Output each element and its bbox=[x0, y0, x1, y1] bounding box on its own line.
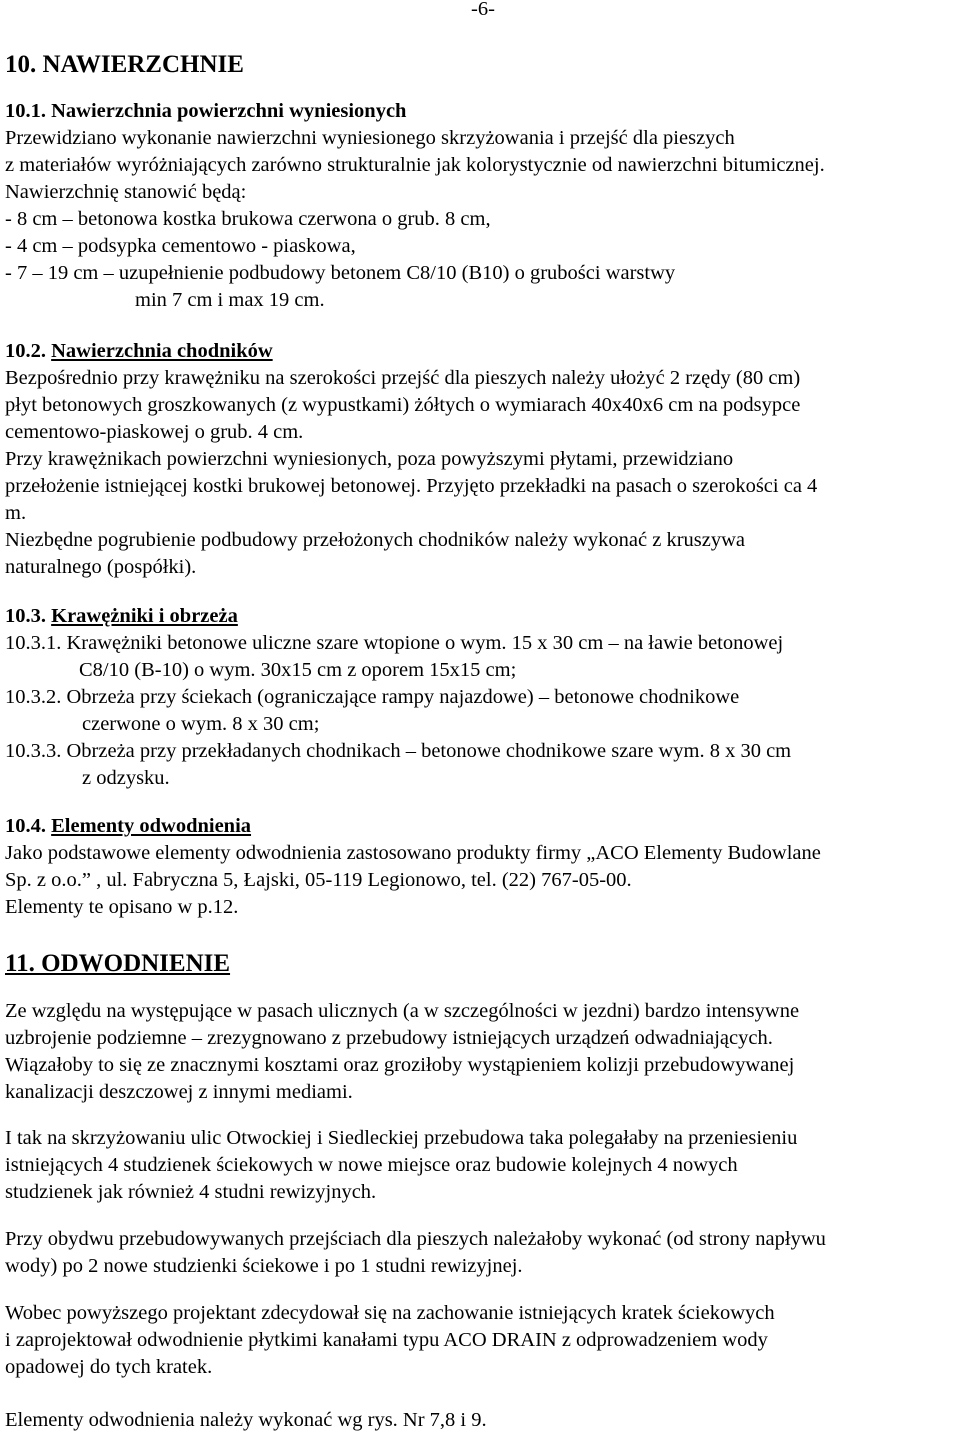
list-item-continuation: min 7 cm i max 19 cm. bbox=[135, 289, 325, 311]
paragraph-line: z materiałów wyróżniających zarówno strukturalnie jak kolorystycznie od nawierzchni bitumicznej. bbox=[5, 154, 825, 176]
section-10-3-title: 10.3. Krawężniki i obrzeża bbox=[5, 605, 238, 627]
list-item-continuation: czerwone o wym. 8 x 30 cm; bbox=[82, 713, 320, 735]
section-10-title: 10. NAWIERZCHNIE bbox=[5, 51, 244, 78]
section-11-paragraph-3 bbox=[5, 1226, 955, 1280]
paragraph-line: Bezpośrednio przy krawężniku na szerokości przejść dla pieszych należy ułożyć 2 rzędy (80 cm) bbox=[5, 367, 801, 389]
list-item: - 8 cm – betonowa kostka brukowa czerwona o grub. 8 cm, bbox=[5, 208, 491, 230]
paragraph-line: Ze względu na występujące w pasach ulicznych (a w szczególności w jezdni) bardzo intensywne bbox=[5, 1000, 800, 1022]
section-10-1 bbox=[5, 98, 955, 314]
paragraph-line: przełożenie istniejącej kostki brukowej betonowej. Przyjęto przekładki na pasach o szerokości ca 4 bbox=[5, 475, 818, 497]
section-10-4-title: 10.4. Elementy odwodnienia bbox=[5, 815, 252, 837]
paragraph-line: Elementy te opisano w p.12. bbox=[5, 896, 239, 918]
section-10-2 bbox=[5, 338, 955, 581]
list-item: 10.3.3. Obrzeża przy przekładanych chodnikach – betonowe chodnikowe szare wym. 8 x 30 cm bbox=[5, 740, 792, 762]
list-item: 10.3.2. Obrzeża przy ściekach (ograniczające rampy najazdowe) – betonowe chodnikowe bbox=[5, 686, 740, 708]
section-10-1-title: 10.1. Nawierzchnia powierzchni wyniesionych bbox=[5, 100, 407, 122]
section-10-2-title: 10.2. Nawierzchnia chodników bbox=[5, 340, 273, 362]
section-11-paragraph-1 bbox=[5, 998, 955, 1106]
list-item-continuation: z odzysku. bbox=[82, 767, 170, 789]
list-item: 10.3.1. Krawężniki betonowe uliczne szare wtopione o wym. 15 x 30 cm – na ławie betonowej bbox=[5, 632, 784, 654]
list-item: - 4 cm – podsypka cementowo - piaskowa, bbox=[5, 235, 356, 257]
paragraph-line: Przy krawężnikach powierzchni wyniesionych, poza powyższymi płytami, przewidziano bbox=[5, 448, 734, 470]
section-10-3 bbox=[5, 603, 955, 792]
paragraph-line: naturalnego (pospółki). bbox=[5, 556, 197, 578]
paragraph-line: Wiązałoby to się ze znacznymi kosztami oraz groziłoby wystąpieniem kolizji przebudowywanej bbox=[5, 1054, 795, 1076]
paragraph-line: cementowo-piaskowej o grub. 4 cm. bbox=[5, 421, 304, 443]
paragraph-line: wody) po 2 nowe studzienki ściekowe i po 1 studni rewizyjnej. bbox=[5, 1255, 523, 1277]
paragraph-line: opadowej do tych kratek. bbox=[5, 1356, 213, 1378]
section-11-paragraph-4 bbox=[5, 1300, 955, 1381]
section-11-title: 11. ODWODNIENIE bbox=[5, 950, 231, 977]
paragraph-line: kanalizacji deszczowej z innymi mediami. bbox=[5, 1081, 353, 1103]
section-11-paragraph-5 bbox=[5, 1407, 955, 1434]
paragraph-line: Sp. z o.o.” , ul. Fabryczna 5, Łajski, 05-119 Legionowo, tel. (22) 767-05-00. bbox=[5, 869, 632, 891]
paragraph-line: Nawierzchnię stanowić będą: bbox=[5, 181, 247, 203]
section-10-4 bbox=[5, 813, 955, 921]
paragraph-line: I tak na skrzyżowaniu ulic Otwockiej i Siedleckiej przebudowa taka polegałaby na przeniesieniu bbox=[5, 1127, 798, 1149]
page-number: -6- bbox=[471, 0, 495, 20]
paragraph-line: uzbrojenie podziemne – zrezygnowano z przebudowy istniejących urządzeń odwadniających. bbox=[5, 1027, 773, 1049]
paragraph-line: płyt betonowych groszkowanych (z wypustkami) żółtych o wymiarach 40x40x6 cm na podsypce bbox=[5, 394, 801, 416]
paragraph-line: Niezbędne pogrubienie podbudowy przełożonych chodników należy wykonać z kruszywa bbox=[5, 529, 746, 551]
paragraph-line: Jako podstawowe elementy odwodnienia zastosowano produkty firmy „ACO Elementy Budowlane bbox=[5, 842, 821, 864]
paragraph-line: Przewidziano wykonanie nawierzchni wyniesionego skrzyżowania i przejść dla pieszych bbox=[5, 127, 735, 149]
paragraph-line: Elementy odwodnienia należy wykonać wg rys. Nr 7,8 i 9. bbox=[5, 1409, 487, 1431]
section-11-paragraph-2 bbox=[5, 1125, 955, 1206]
list-item: - 7 – 19 cm – uzupełnienie podbudowy betonem C8/10 (B10) o grubości warstwy bbox=[5, 262, 676, 284]
paragraph-line: istniejących 4 studzienek ściekowych w nowe miejsce oraz budowie kolejnych 4 nowych bbox=[5, 1154, 738, 1176]
paragraph-line: studzienek jak również 4 studni rewizyjnych. bbox=[5, 1181, 377, 1203]
paragraph-line: i zaprojektował odwodnienie płytkimi kanałami typu ACO DRAIN z odprowadzeniem wody bbox=[5, 1329, 768, 1351]
paragraph-line: Wobec powyższego projektant zdecydował się na zachowanie istniejących kratek ściekowych bbox=[5, 1302, 775, 1324]
paragraph-line: m. bbox=[5, 502, 27, 524]
list-item-continuation: C8/10 (B-10) o wym. 30x15 cm z oporem 15x15 cm; bbox=[79, 659, 517, 681]
paragraph-line: Przy obydwu przebudowywanych przejściach dla pieszych należałoby wykonać (od strony napływu bbox=[5, 1228, 826, 1250]
